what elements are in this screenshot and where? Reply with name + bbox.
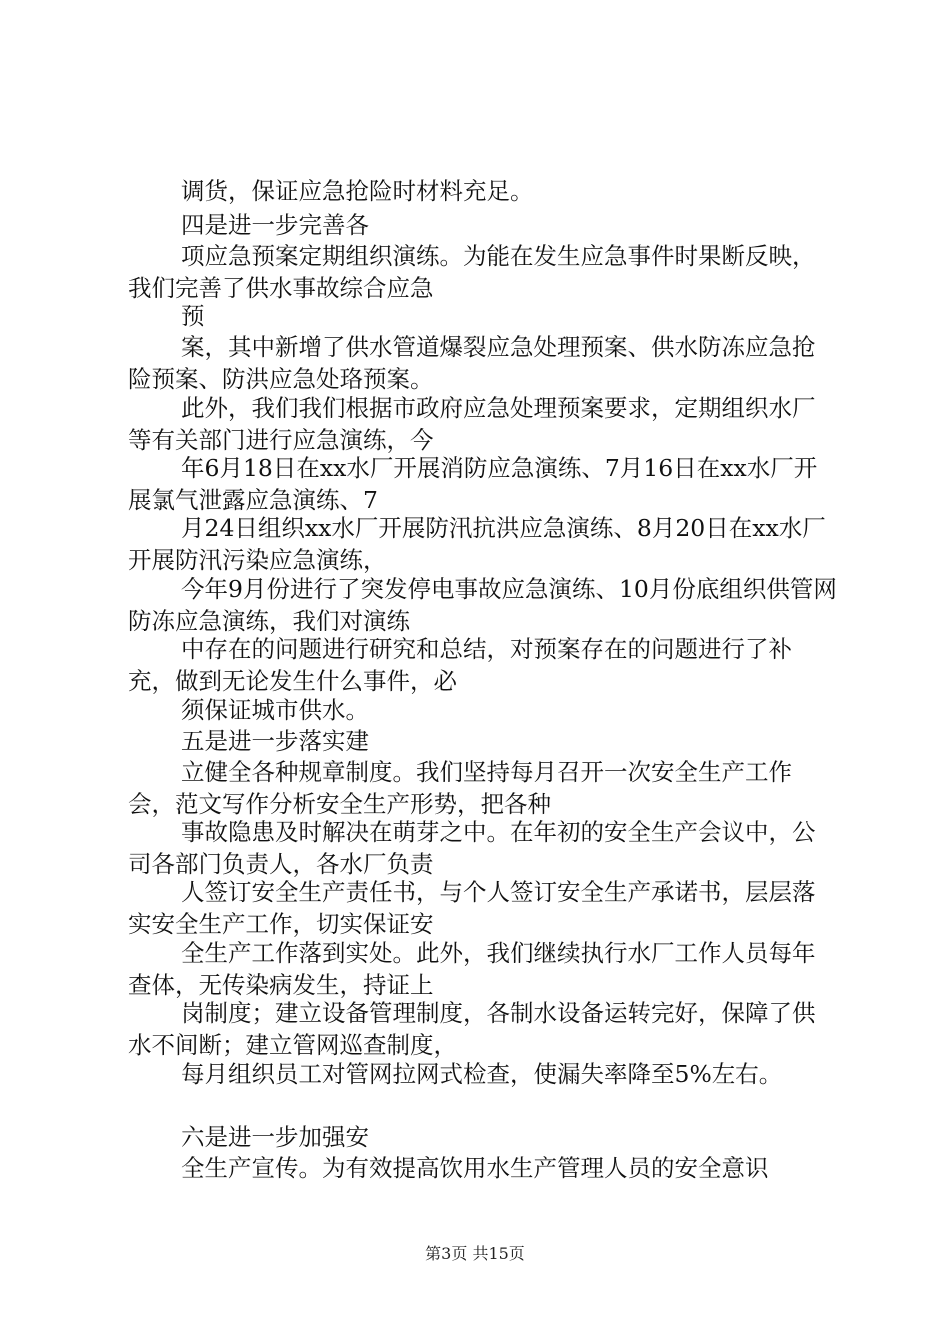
paragraph: 人签订安全生产责任书，与个人签订安全生产承诺书，层层落实安全生产工作，切实保证安: [128, 878, 816, 938]
paragraph: 六是进一步加强安: [181, 1123, 369, 1151]
paragraph: 岗制度；建立设备管理制度，各制水设备运转完好，保障了供水不间断；建立管网巡查制度，: [128, 999, 816, 1059]
paragraph: 案，其中新增了供水管道爆裂应急处理预案、供水防冻应急抢险预案、防洪应急处珞预案。: [128, 333, 816, 393]
paragraph: 四是进一步完善各: [181, 211, 369, 239]
paragraph: 事故隐患及时解决在萌芽之中。在年初的安全生产会议中，公司各部门负责人，各水厂负责: [128, 818, 816, 878]
paragraph: 全生产宣传。为有效提高饮用水生产管理人员的安全意识: [181, 1154, 769, 1182]
paragraph: 项应急预案定期组织演练。为能在发生应急事件时果断反映，我们完善了供水事故综合应急: [128, 242, 816, 302]
paragraph: 须保证城市供水。: [181, 696, 369, 724]
page-number-footer: 第3页 共15页: [425, 1244, 525, 1263]
paragraph: 立健全各种规章制度。我们坚持每月召开一次安全生产工作会，范文写作分析安全生产形势，把各种: [128, 758, 792, 818]
paragraph: 调货，保证应急抢险时材料充足。: [181, 177, 534, 205]
paragraph: 年6月18日在xx水厂开展消防应急演练、7月16日在xx水厂开展氯气泄露应急演练、7: [128, 454, 818, 514]
paragraph: 五是进一步落实建: [181, 727, 369, 755]
paragraph: 月24日组织xx水厂开展防汛抗洪应急演练、8月20日在xx水厂开展防汛污染应急演练，: [128, 514, 826, 574]
paragraph: 全生产工作落到实处。此外，我们继续执行水厂工作人员每年查体，无传染病发生，持证上: [128, 939, 816, 999]
paragraph: 每月组织员工对管网拉网式检查，使漏失率降至5%左右。: [181, 1060, 783, 1088]
paragraph: 今年9月份进行了突发停电事故应急演练、10月份底组织供管网防冻应急演练，我们对演练: [128, 575, 837, 635]
paragraph: 此外，我们我们根据市政府应急处理预案要求，定期组织水厂等有关部门进行应急演练，今: [128, 394, 816, 454]
paragraph: 中存在的问题进行研究和总结，对预案存在的问题进行了补充，做到无论发生什么事件，必: [128, 635, 792, 695]
paragraph: 预: [181, 302, 205, 330]
